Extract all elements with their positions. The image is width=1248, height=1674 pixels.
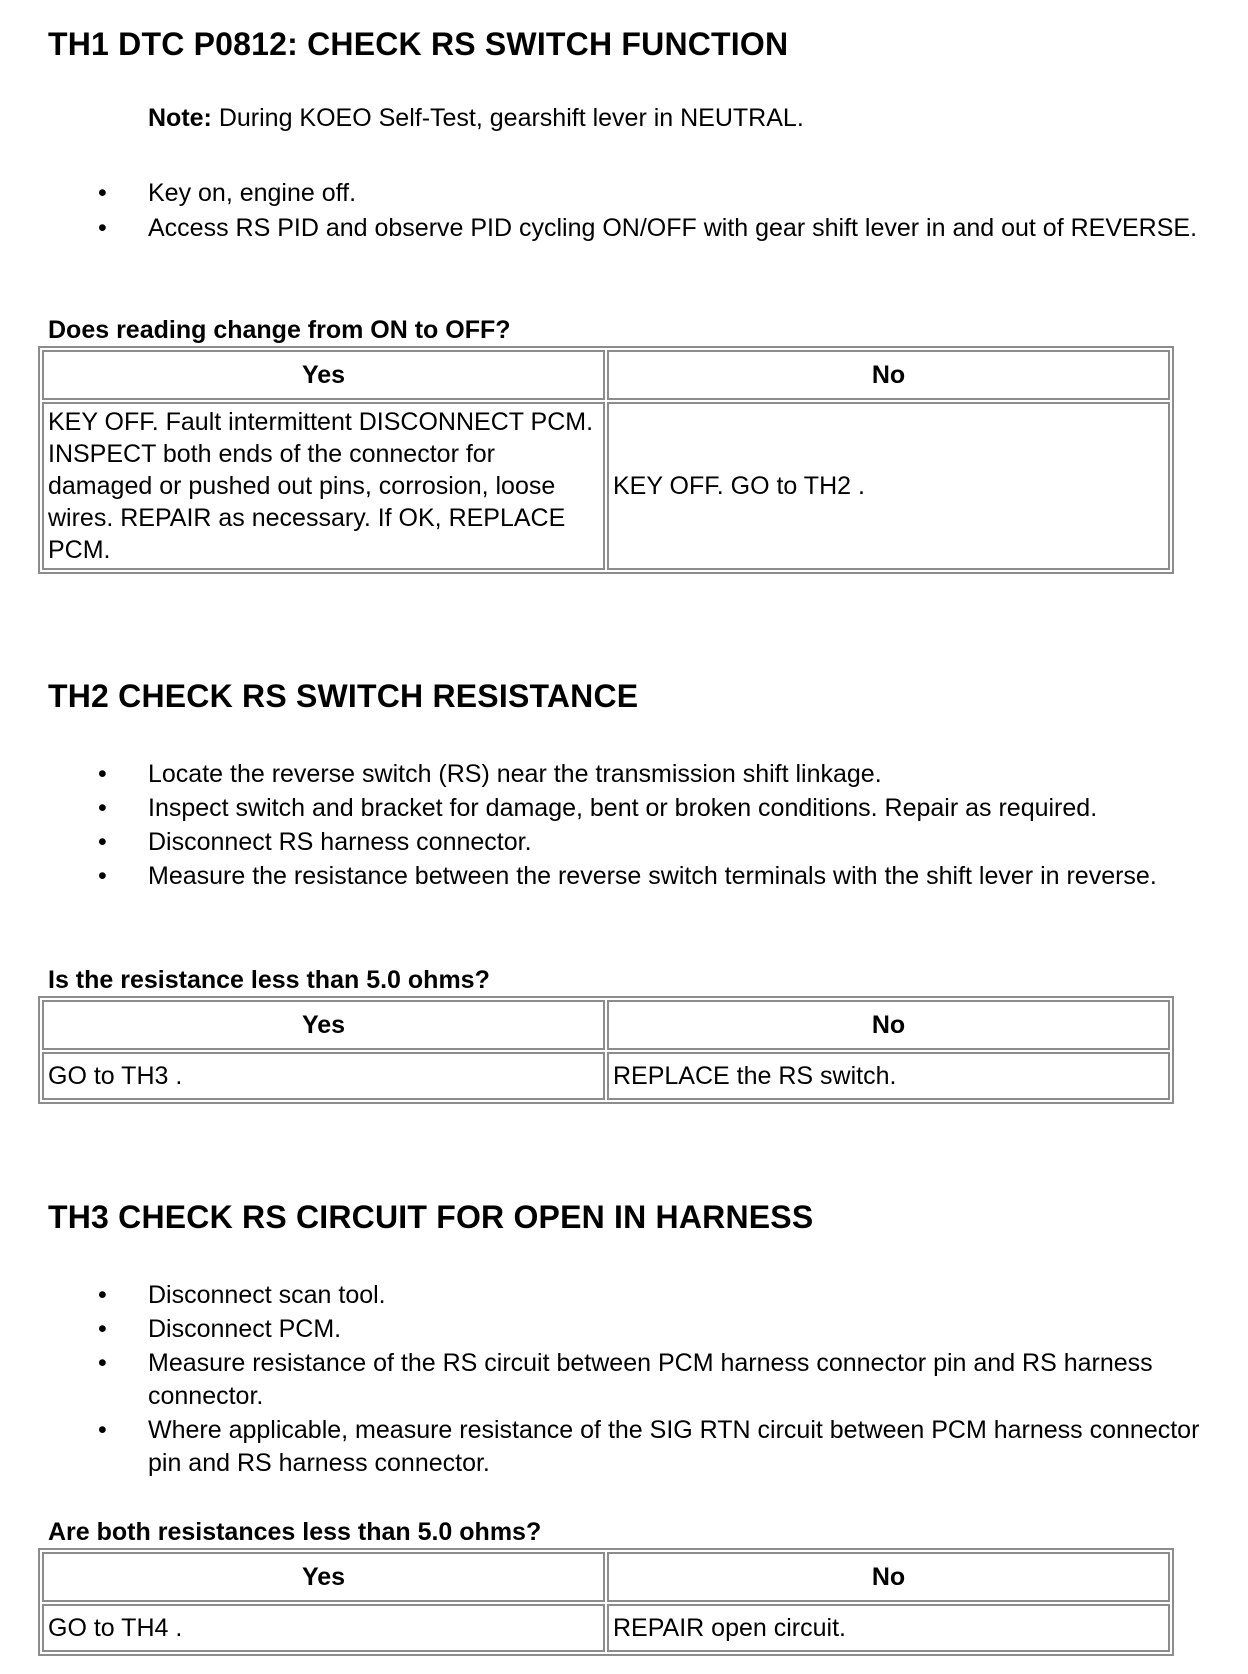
section-heading: TH3 CHECK RS CIRCUIT FOR OPEN IN HARNESS [48,1199,814,1235]
note-label: Note: [148,104,212,132]
step-list [0,758,1248,893]
list-item [0,1279,1248,1312]
yes-header: Yes [42,1000,605,1050]
note-text: During KOEO Self-Test, gearshift lever in NEUTRAL. [211,104,804,132]
list-item-text: Locate the reverse switch (RS) near the transmission shift linkage. [148,760,882,788]
bullet-icon: • [98,179,107,207]
list-item [0,1347,1248,1413]
step-list [0,177,1248,245]
bullet-icon: • [98,214,107,242]
table-row [42,402,1170,570]
list-item-text: Disconnect RS harness connector. [148,828,532,856]
answer-table [38,996,1174,1104]
bullet-icon: • [98,1281,107,1309]
note [148,104,804,133]
list-item [0,1313,1248,1346]
list-item [0,758,1248,791]
question: Are both resistances less than 5.0 ohms? [48,1518,542,1546]
question: Is the resistance less than 5.0 ohms? [48,966,490,994]
bullet-icon: • [98,828,107,856]
no-header: No [607,1000,1170,1050]
list-item [0,212,1248,245]
list-item-text: Measure the resistance between the reverse switch terminals with the shift lever in reverse. [148,862,1157,890]
section-heading: TH1 DTC P0812: CHECK RS SWITCH FUNCTION [48,26,789,62]
no-cell: REPLACE the RS switch. [607,1052,1170,1100]
table-row [42,1604,1170,1652]
list-item-text: Inspect switch and bracket for damage, bent or broken conditions. Repair as required. [148,794,1098,822]
no-header: No [607,1552,1170,1602]
bullet-icon: • [98,1349,107,1377]
yes-header: Yes [42,350,605,400]
no-cell: KEY OFF. GO to TH2 . [607,402,1170,570]
list-item [0,177,1248,210]
bullet-icon: • [98,862,107,890]
table-header-row [42,350,1170,400]
list-item [0,860,1248,893]
list-item [0,826,1248,859]
list-item-text: Key on, engine off. [148,179,357,207]
bullet-icon: • [98,794,107,822]
section-heading: TH2 CHECK RS SWITCH RESISTANCE [48,678,639,714]
table-header-row [42,1000,1170,1050]
yes-cell: GO to TH4 . [42,1604,605,1652]
list-item-text: Where applicable, measure resistance of the SIG RTN circuit between PCM harness connector pin and RS harness connector. [148,1416,1200,1477]
list-item-text: Measure resistance of the RS circuit between PCM harness connector pin and RS harness connector. [148,1349,1153,1410]
answer-table [38,346,1174,574]
list-item [0,792,1248,825]
step-list [0,1279,1248,1480]
bullet-icon: • [98,760,107,788]
question: Does reading change from ON to OFF? [48,316,511,344]
bullet-icon: • [98,1416,107,1444]
table-header-row [42,1552,1170,1602]
list-item [0,1414,1248,1480]
answer-table [38,1548,1174,1656]
yes-cell: KEY OFF. Fault intermittent DISCONNECT PCM. INSPECT both ends of the connector for damaged or pushed out pins, corrosion, loose wires. REPAIR as necessary. If OK, REPLACE PCM. [42,402,605,570]
list-item-text: Disconnect PCM. [148,1315,342,1343]
list-item-text: Access RS PID and observe PID cycling ON/OFF with gear shift lever in and out of REVERSE. [148,214,1198,242]
table-row [42,1052,1170,1100]
yes-cell: GO to TH3 . [42,1052,605,1100]
no-header: No [607,350,1170,400]
no-cell: REPAIR open circuit. [607,1604,1170,1652]
yes-header: Yes [42,1552,605,1602]
list-item-text: Disconnect scan tool. [148,1281,386,1309]
bullet-icon: • [98,1315,107,1343]
